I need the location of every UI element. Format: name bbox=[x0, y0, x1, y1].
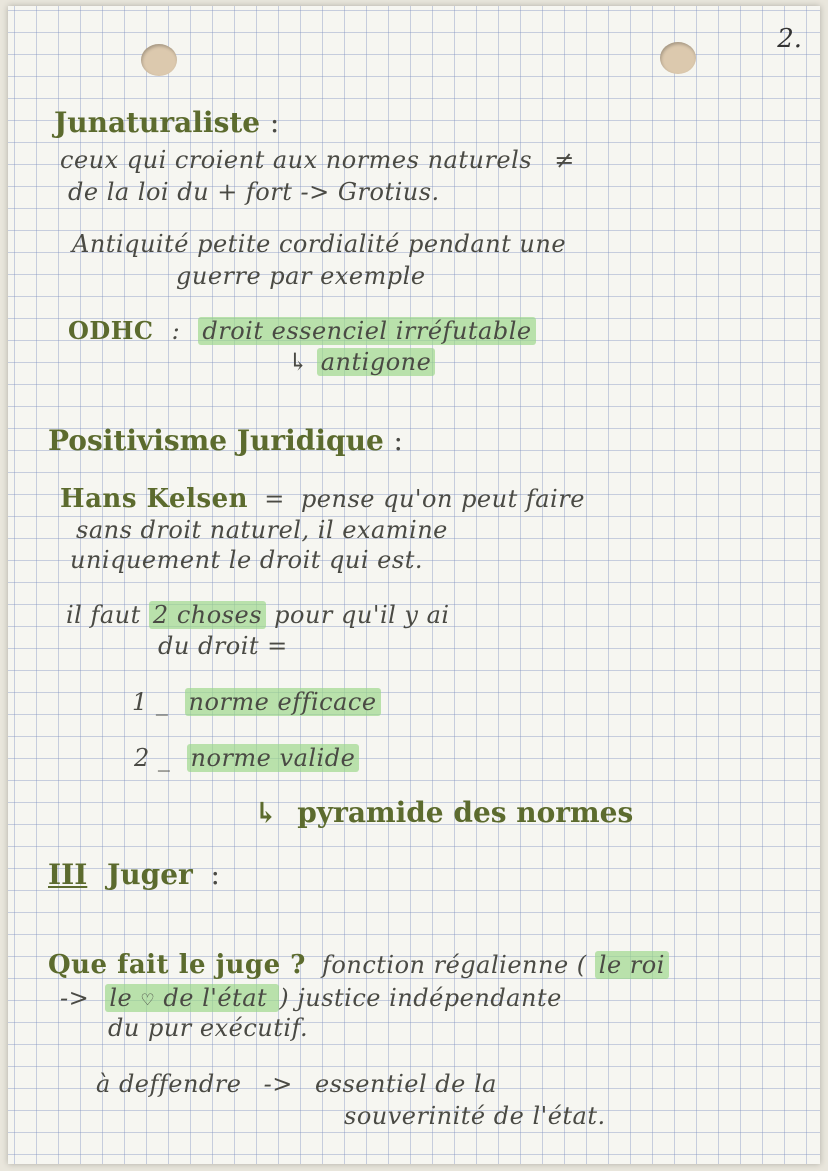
section-title-text: Junaturaliste bbox=[54, 106, 261, 139]
text-segment: pour qu'il y ai bbox=[274, 601, 450, 629]
highlighted-segment: de l'état bbox=[163, 984, 268, 1012]
odhc-label: ODHC bbox=[68, 316, 154, 345]
highlighted-segment: le bbox=[109, 984, 133, 1012]
punch-hole-left bbox=[141, 44, 177, 76]
list-number: 2 _ bbox=[134, 744, 171, 772]
highlighted-text: le roi bbox=[595, 951, 669, 979]
highlighted-text: antigone bbox=[317, 348, 436, 376]
odhc-subline bbox=[288, 348, 435, 376]
notebook-page bbox=[8, 6, 820, 1164]
text-line: Antiquité petite cordialité pendant une bbox=[72, 230, 567, 258]
punch-hole-right bbox=[660, 42, 696, 74]
pyramide-text: pyramide des normes bbox=[297, 796, 634, 829]
text-segment: essentiel de la bbox=[314, 1070, 497, 1098]
highlighted-text: norme efficace bbox=[185, 688, 381, 716]
pyramide-line bbox=[254, 796, 633, 829]
roman-numeral: III bbox=[48, 858, 88, 891]
colon: : bbox=[393, 424, 403, 457]
not-equal-symbol: ≠ bbox=[554, 146, 575, 174]
highlighted-text: norme valide bbox=[187, 744, 360, 772]
list-item bbox=[134, 744, 359, 772]
text-line: du droit = bbox=[158, 632, 288, 660]
text-segment: ceux qui croient aux normes naturels bbox=[60, 146, 533, 174]
colon: : bbox=[269, 106, 280, 139]
section-title-positivisme bbox=[48, 424, 403, 457]
arrow-icon: -> bbox=[60, 984, 90, 1012]
text-line bbox=[96, 1070, 497, 1098]
text-segment: ) justice indépendante bbox=[279, 984, 562, 1012]
text-line: de la loi du + fort -> Grotius. bbox=[68, 178, 440, 206]
arrow-icon: -> bbox=[263, 1070, 293, 1098]
text-line: souverinité de l'état. bbox=[344, 1102, 606, 1130]
text-segment: pense qu'on peut faire bbox=[300, 485, 585, 513]
text-line: uniquement le droit qui est. bbox=[70, 546, 423, 574]
list-item bbox=[132, 688, 381, 716]
text-line: sans droit naturel, il examine bbox=[76, 516, 448, 544]
text-line bbox=[66, 601, 450, 629]
odhc-line bbox=[68, 316, 536, 345]
arrow-icon: ↳ bbox=[288, 348, 309, 376]
text-segment: il faut bbox=[66, 601, 141, 629]
highlighted-text: 2 choses bbox=[149, 601, 266, 629]
text-line bbox=[60, 146, 575, 174]
equals-sign: = bbox=[264, 485, 285, 513]
text-line: guerre par exemple bbox=[176, 262, 426, 290]
section-title-text: Positivisme Juridique bbox=[48, 424, 384, 457]
section-title-text: Juger bbox=[107, 858, 193, 891]
text-segment: à deffendre bbox=[96, 1070, 242, 1098]
text-segment: fonction régalienne ( bbox=[322, 951, 587, 979]
question-title: Que fait le juge ? bbox=[48, 950, 306, 980]
highlighted-text bbox=[105, 984, 279, 1012]
colon: : bbox=[210, 858, 220, 891]
colon: : bbox=[171, 317, 181, 345]
question-line bbox=[48, 950, 669, 980]
kelsen-line bbox=[60, 484, 585, 514]
kelsen-name: Hans Kelsen bbox=[60, 484, 249, 514]
text-line: du pur exécutif. bbox=[108, 1014, 309, 1042]
text-line bbox=[60, 984, 562, 1012]
highlighted-text: droit essenciel irréfutable bbox=[198, 317, 535, 345]
list-number: 1 _ bbox=[132, 688, 169, 716]
arrow-icon: ↳ bbox=[254, 796, 278, 829]
section-title-juger bbox=[48, 858, 220, 891]
heart-icon: ♡ bbox=[140, 990, 156, 1009]
section-title-junaturaliste bbox=[54, 106, 279, 139]
page-number: 2. bbox=[777, 24, 802, 54]
